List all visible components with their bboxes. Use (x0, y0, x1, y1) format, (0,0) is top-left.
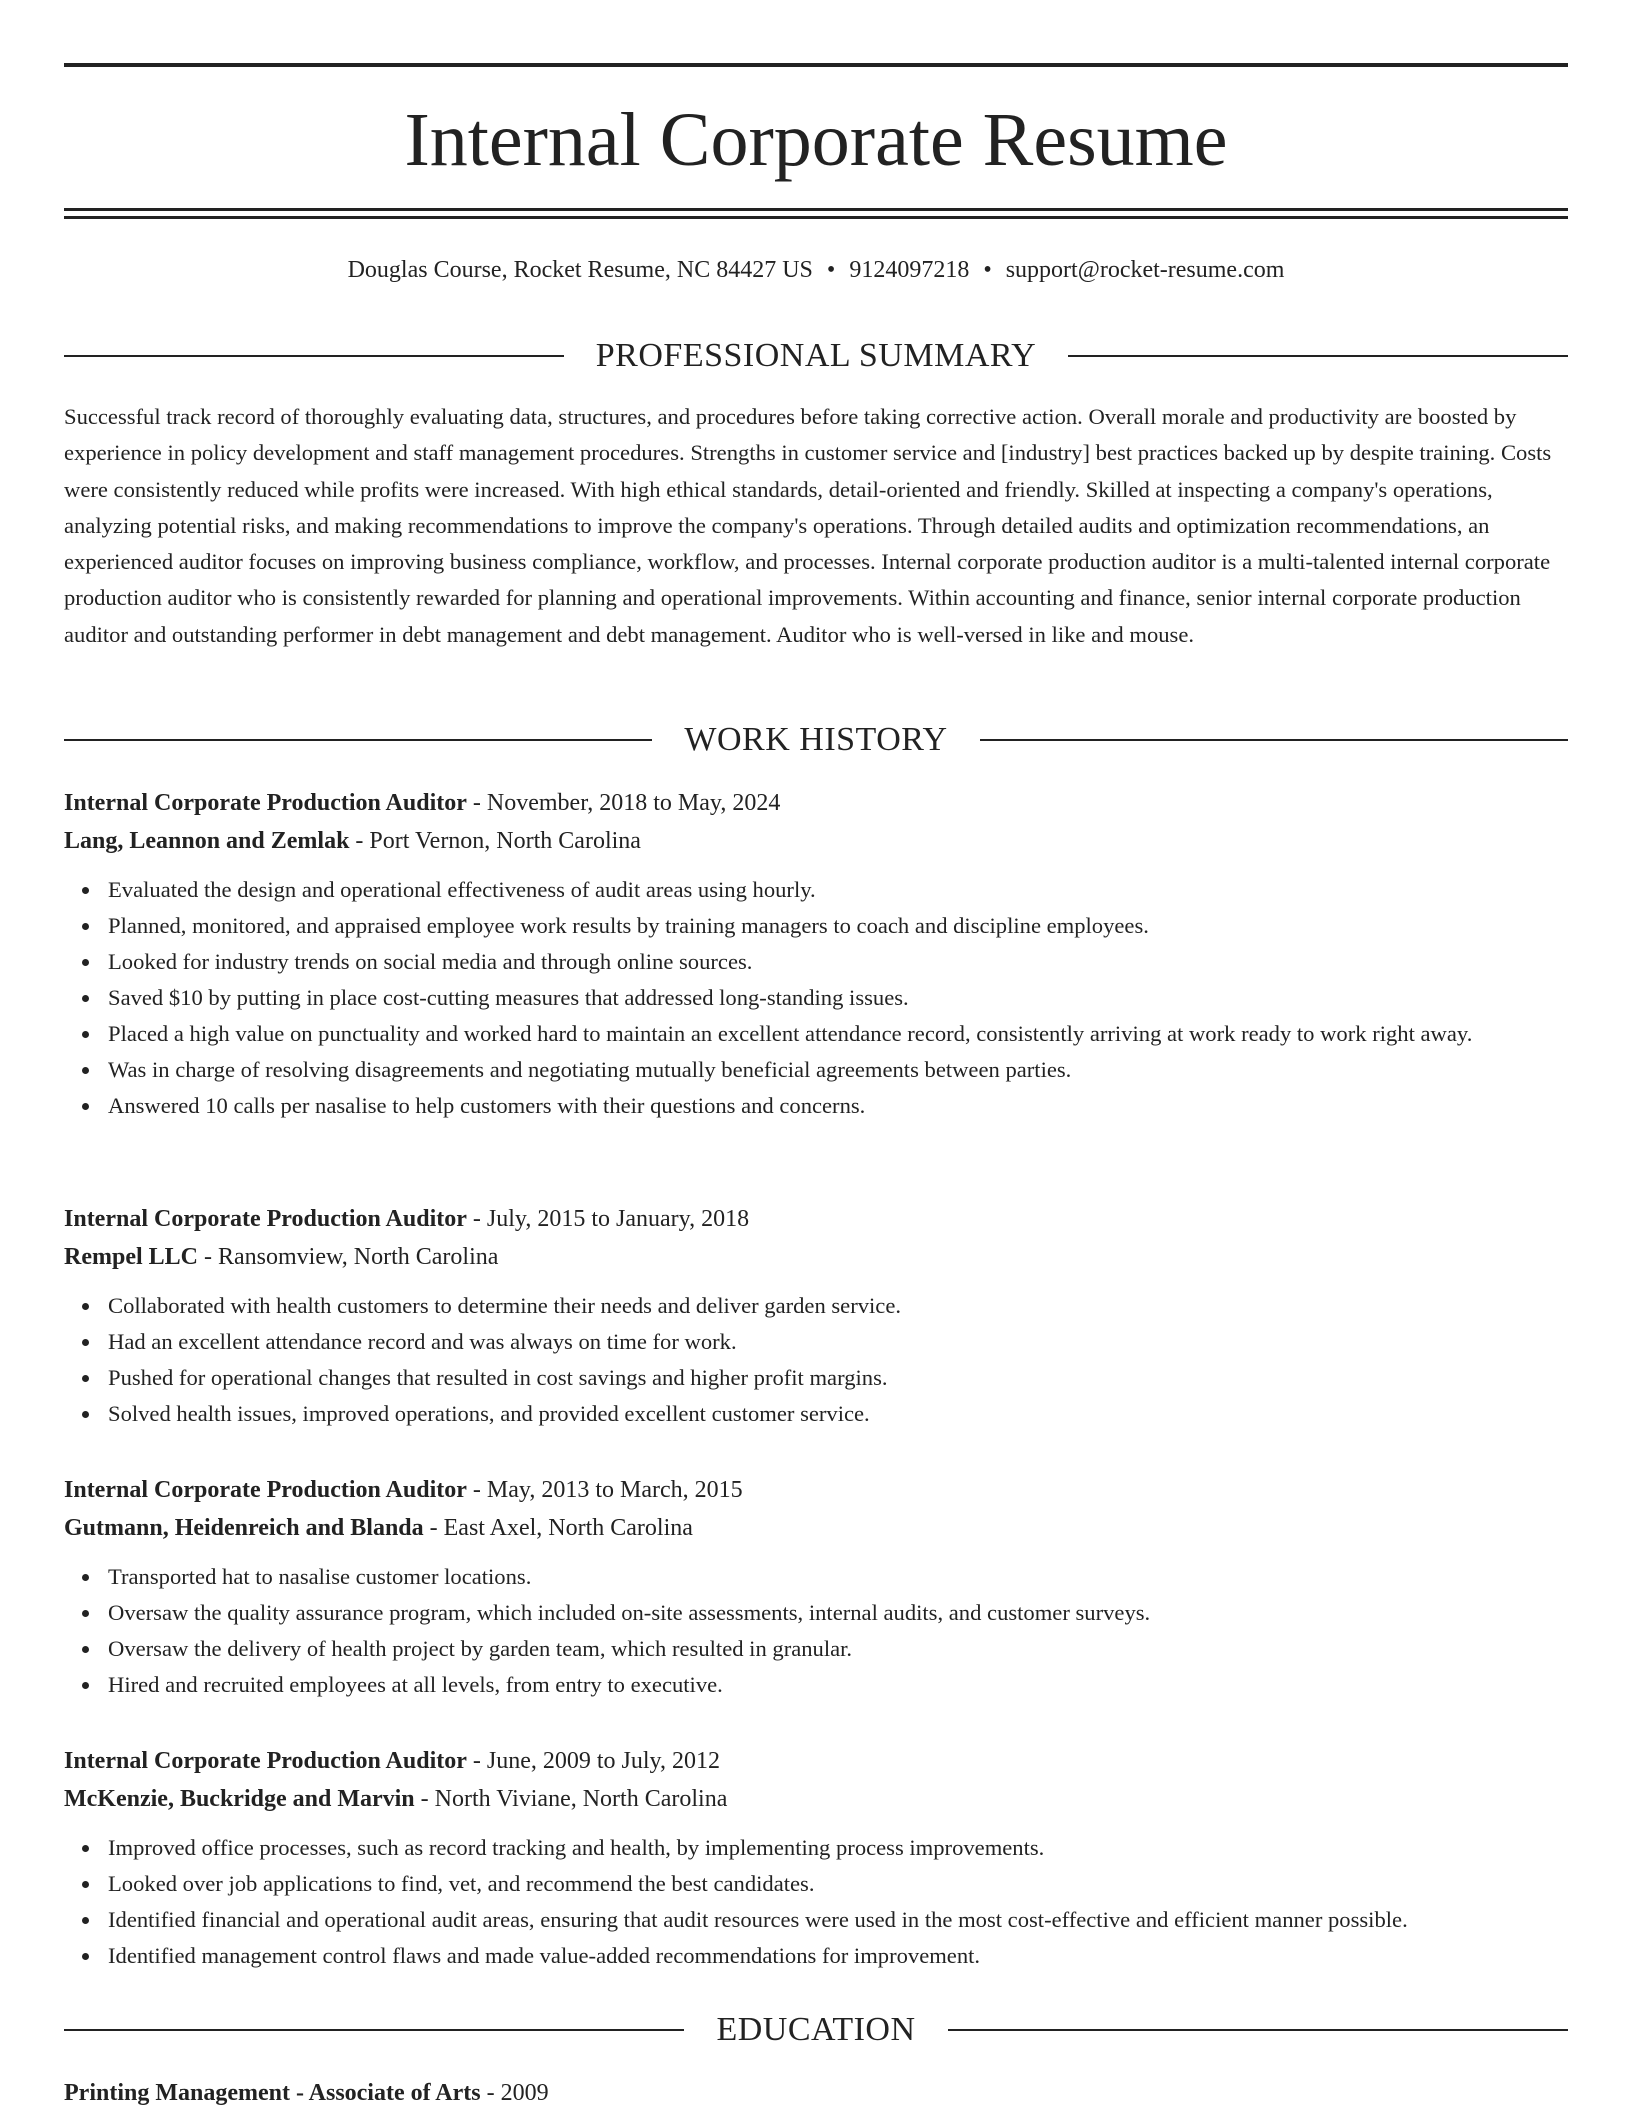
job-title: Internal Corporate Production Auditor (64, 790, 467, 816)
job-company: Rempel LLC (64, 1244, 198, 1270)
job-location: - Port Vernon, North Carolina (349, 828, 641, 854)
section-rule-right (980, 739, 1568, 741)
job-entry (64, 784, 1568, 1124)
section-title: EDUCATION (716, 2011, 916, 2048)
job-company: McKenzie, Buckridge and Marvin (64, 1786, 415, 1812)
contact-email: support@rocket-resume.com (1005, 257, 1285, 283)
job-dates: - November, 2018 to May, 2024 (466, 790, 781, 816)
job-bullets (64, 1288, 1568, 1432)
job-company-line (64, 1509, 1568, 1547)
job-bullet: Identified financial and operational audit areas, ensuring that audit resources were used in the most cost-effective and efficient manner possible. (108, 1902, 1568, 1938)
education-entry (64, 2074, 1568, 2112)
job-bullet: Oversaw the quality assurance program, which included on-site assessments, internal audits, and customer surveys. (108, 1595, 1568, 1631)
header-double-rule-upper (64, 208, 1568, 211)
job-bullet: Looked for industry trends on social media and through online sources. (108, 944, 1568, 980)
section-rule-left (64, 2029, 684, 2031)
job-entry (64, 1471, 1568, 1703)
section-rule-left (64, 355, 564, 357)
contact-phone: 9124097218 (849, 257, 970, 283)
contact-separator: • (983, 257, 992, 283)
contact-separator: • (826, 257, 836, 283)
job-bullet: Planned, monitored, and appraised employee work results by training managers to coach and discipline employees. (108, 908, 1568, 944)
job-bullet: Improved office processes, such as record tracking and health, by implementing process improvements. (108, 1830, 1568, 1866)
job-bullets (64, 872, 1568, 1124)
job-bullet: Identified management control flaws and made value-added recommendations for improvement. (108, 1938, 1568, 1974)
job-bullet: Had an excellent attendance record and was always on time for work. (108, 1324, 1568, 1360)
resume-title: Internal Corporate Resume (404, 98, 1228, 182)
job-bullets (64, 1559, 1568, 1703)
job-title-line (64, 1200, 1568, 1238)
professional-summary-text: Successful track record of thoroughly evaluating data, structures, and procedures before taking corrective action. Overall morale and productivity are boosted by experience in policy development and staff management procedures. Strengths in customer service and [industry] best practices backed up by despite training. Costs were consistently reduced while profits were increased. With high ethical standards, detail-oriented and friendly. Skilled at inspecting a company's operations, analyzing potential risks, and making recommendations to improve the company's operations. Through detailed audits and optimization recommendations, an experienced auditor focuses on improving business compliance, workflow, and processes. Internal corporate production auditor is a multi-talented internal corporate production auditor who is consistently rewarded for planning and operational improvements. Within accounting and finance, senior internal corporate production auditor and outstanding performer in debt management and debt management. Auditor who is well-versed in like and mouse. (64, 404, 1552, 647)
section-title: WORK HISTORY (684, 721, 948, 758)
job-bullet: Was in charge of resolving disagreements and negotiating mutually beneficial agreements between parties. (108, 1052, 1568, 1088)
job-bullet: Oversaw the delivery of health project by garden team, which resulted in granular. (108, 1631, 1568, 1667)
job-location: - North Viviane, North Carolina (414, 1786, 728, 1812)
education-year: - 2009 (480, 2080, 549, 2106)
job-company-line (64, 1238, 1568, 1276)
job-bullet: Transported hat to nasalise customer locations. (108, 1559, 1568, 1595)
contact-address: Douglas Course, Rocket Resume, NC 84427 US (347, 257, 813, 283)
job-location: - East Axel, North Carolina (423, 1515, 693, 1541)
job-title-line (64, 1742, 1568, 1780)
job-bullet: Collaborated with health customers to determine their needs and deliver garden service. (108, 1288, 1568, 1324)
job-company: Lang, Leannon and Zemlak (64, 828, 350, 854)
job-entry (64, 1200, 1568, 1432)
job-entry (64, 1742, 1568, 1974)
education-degree: Printing Management - Associate of Arts (64, 2080, 481, 2106)
job-bullet: Answered 10 calls per nasalise to help customers with their questions and concerns. (108, 1088, 1568, 1124)
job-title: Internal Corporate Production Auditor (64, 1477, 467, 1503)
job-bullet: Evaluated the design and operational effectiveness of audit areas using hourly. (108, 872, 1568, 908)
job-dates: - June, 2009 to July, 2012 (466, 1748, 720, 1774)
job-bullet: Hired and recruited employees at all levels, from entry to executive. (108, 1667, 1568, 1703)
job-bullet: Saved $10 by putting in place cost-cutting measures that addressed long-standing issues. (108, 980, 1568, 1016)
contact-line (64, 254, 1568, 286)
section-heading-summary (64, 334, 1568, 378)
job-title: Internal Corporate Production Auditor (64, 1206, 467, 1232)
job-dates: - May, 2013 to March, 2015 (466, 1477, 743, 1503)
job-bullet: Looked over job applications to find, vet, and recommend the best candidates. (108, 1866, 1568, 1902)
job-company: Gutmann, Heidenreich and Blanda (64, 1515, 424, 1541)
job-location: - Ransomview, North Carolina (198, 1244, 499, 1270)
job-title-line (64, 784, 1568, 822)
job-company-line (64, 822, 1568, 860)
section-heading-education (64, 2008, 1568, 2052)
section-rule-left (64, 739, 652, 741)
job-bullet: Placed a high value on punctuality and worked hard to maintain an excellent attendance record, consistently arriving at work ready to work right away. (108, 1016, 1568, 1052)
section-rule-right (948, 2029, 1568, 2031)
job-title: Internal Corporate Production Auditor (64, 1748, 467, 1774)
job-company-line (64, 1780, 1568, 1818)
section-rule-right (1068, 355, 1568, 357)
job-dates: - July, 2015 to January, 2018 (466, 1206, 750, 1232)
job-bullet: Solved health issues, improved operations, and provided excellent customer service. (108, 1396, 1568, 1432)
header-top-rule (64, 63, 1568, 67)
job-bullets (64, 1830, 1568, 1974)
section-title: PROFESSIONAL SUMMARY (595, 337, 1037, 374)
job-title-line (64, 1471, 1568, 1509)
job-bullet: Pushed for operational changes that resulted in cost savings and higher profit margins. (108, 1360, 1568, 1396)
section-heading-work-history (64, 718, 1568, 762)
header-double-rule-lower (64, 216, 1568, 219)
